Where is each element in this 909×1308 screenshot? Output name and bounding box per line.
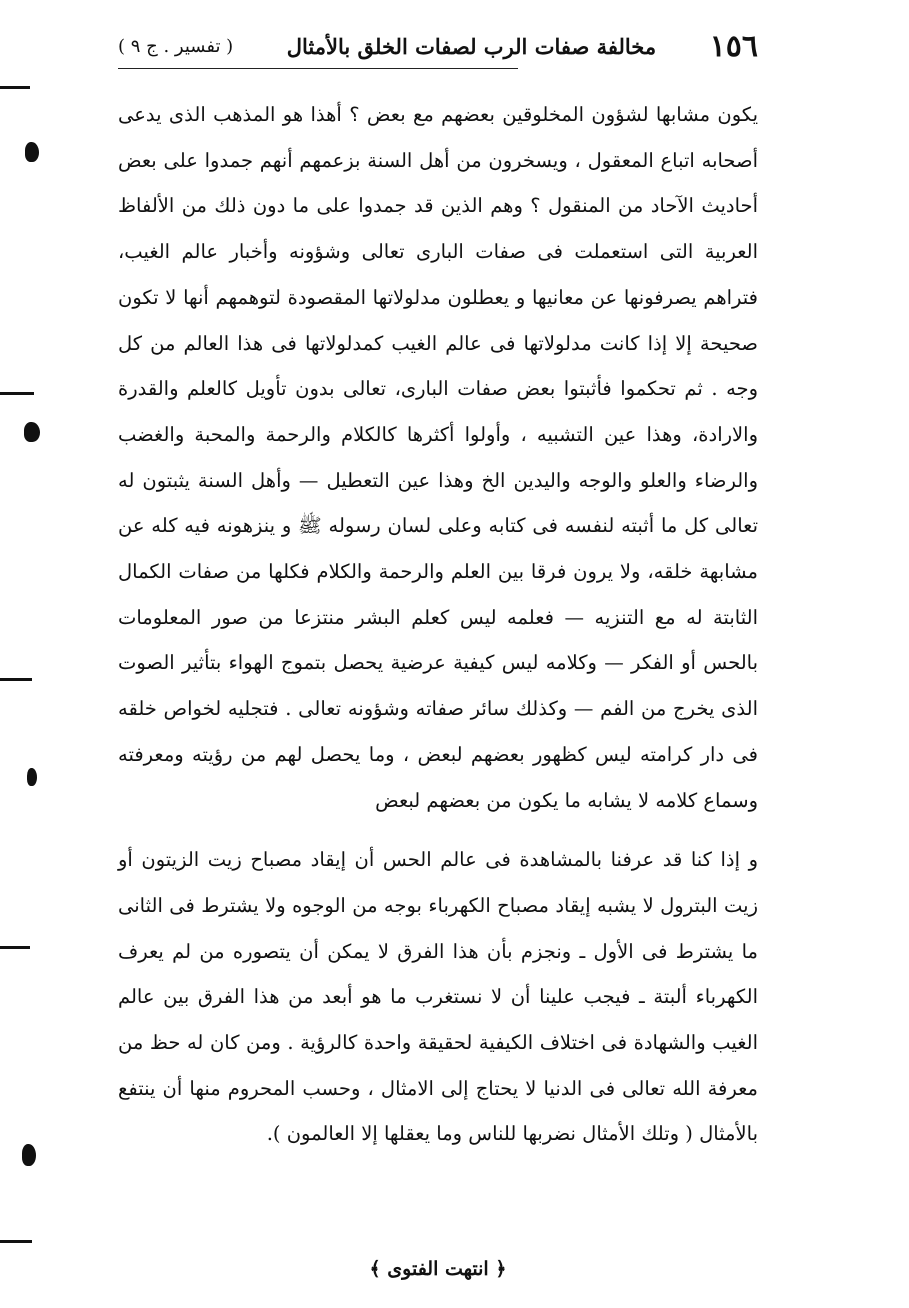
scan-edge-mark: [0, 392, 34, 395]
scan-edge-mark: [0, 678, 32, 681]
scan-blot: [22, 1144, 36, 1166]
paragraph-2: و إذا كنا قد عرفنا بالمشاهدة فى عالم الحس أن إيقاد مصباح زيت الزيتون أو زيت البترول لا يشبه إيقاد مصباح الكهرباء بوجه من الوجوه ولا يشترط فى الثانى ما يشترط فى الأول ـ ونجزم بأن هذا الفرق لا يمكن أن يتصوره من لم يعرف الكهرباء ألبتة ـ فيجب علينا أن لا نستغرب ما هو أبعد من هذا الفرق بين عالم الغيب والشهادة فى اختلاف الكيفية لحقيقة واحدة كالرؤية . ومن كان له حظ من معرفة الله تعالى فى الدنيا لا يحتاج إلى الامثال ، وحسب المحروم منها أن ينتفع بالأمثال ( وتلك الأمثال نضربها للناس وما يعقلها إلا العالمون ).: [118, 848, 758, 1146]
scan-blot: [27, 768, 37, 786]
header-rule: [118, 68, 518, 69]
page-number: ١٥٦: [709, 28, 758, 64]
closing-line: ﴿ انتهت الفتوى ﴾: [369, 1258, 507, 1280]
paragraph-1: يكون مشابها لشؤون المخلوقين بعضهم مع بعض ؟ أهذا هو المذهب الذى يدعى أصحابه اتباع المعقول ، ويسخرون من أهل السنة بزعمهم أنهم جمدوا على بعض أحاديث الآحاد من المنقول ؟ وهم الذين قد جمدوا على ما دون ذلك من الألفاظ العربية التى استعملت فى صفات البارى تعالى وشؤونه وأخبار عالم الغيب، فتراهم يصرفونها عن معانيها و يعطلون مدلولاتها المقصودة لتوهمهم أنها لا تكون صحيحة إلا إذا كانت مدلولاتها فى عالم الغيب كمدلولاتها فى هذا العالم من كل وجه . ثم تحكموا فأثبتوا بعض صفات البارى، تعالى بدون تأويل كالعلم والقدرة والارادة، وهذا عين التشبيه ، وأولوا أكثرها كالكلام والرحمة والمحبة والغضب والرضاء والعلو والوجه واليدين الخ وهذا عين التعطيل — وأهل السنة يثبتون له تعالى كل ما أثبته لنفسه فى كتابه وعلى لسان رسوله ﷺ و ينزهونه فيه كله عن مشابهة خلقه، ولا يرون فرقا بين العلم والرحمة والكلام فكلها من صفات الكمال الثابتة له مع التنزيه — فعلمه ليس كعلم البشر منتزعا من صور المعلومات بالحس أو الفكر — وكلامه ليس كيفية عرضية يحصل بتموج الهواء بتأثير الصوت الذى يخرج من الفم — وكذلك سائر صفاته وشؤونه تعالى . فتجليه لخواص خلقه فى دار كرامته ليس كظهور بعضهم لبعض ، وما يحصل لهم من رؤيته ومعرفته وسماع كلامه لا يشابه ما يكون من بعضهم لبعض: [118, 103, 758, 812]
scan-edge-mark: [0, 1240, 32, 1243]
scan-edge-mark: [0, 86, 30, 89]
running-title: مخالفة صفات الرب لصفات الخلق بالأمثال: [286, 33, 657, 59]
scan-blot: [24, 422, 40, 442]
body-text: [118, 92, 758, 1157]
part-label: ( تفسير . ج ٩ ): [118, 35, 234, 57]
page-header: [118, 26, 758, 66]
scan-edge-mark: [0, 946, 30, 949]
scan-blot: [25, 142, 39, 162]
